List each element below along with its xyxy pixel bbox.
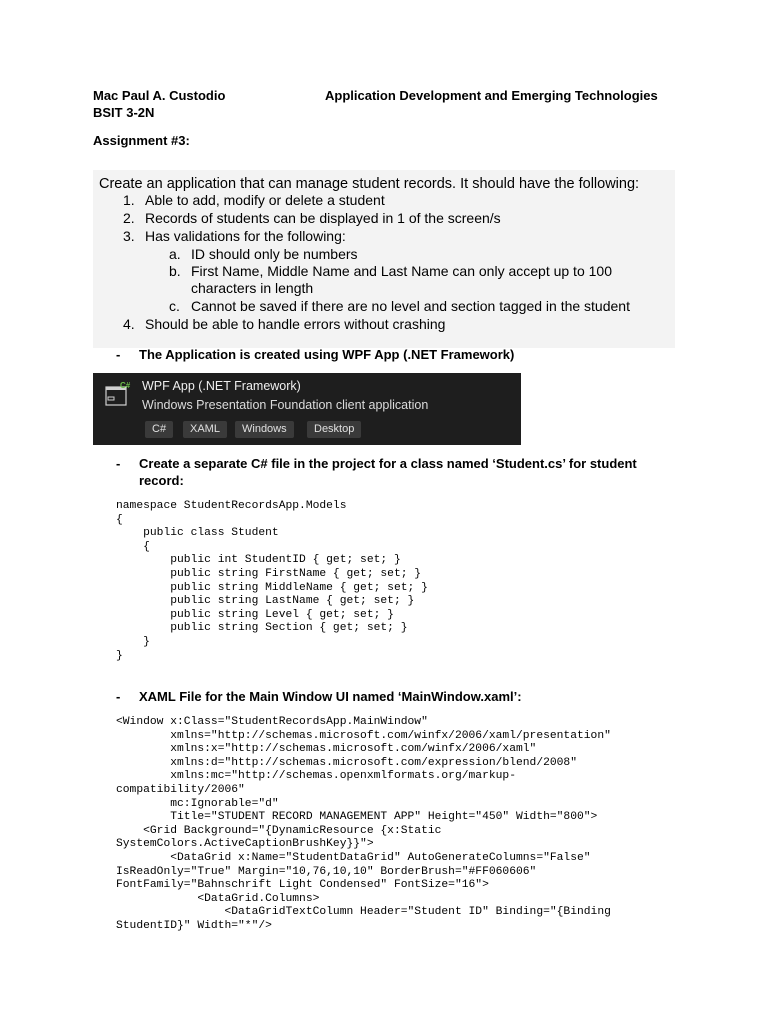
assignment-requirements-box	[93, 170, 675, 348]
requirement-subitem	[169, 246, 358, 263]
bullet-wpf-app: The Application is created using WPF App (.NET Framework)	[139, 347, 515, 362]
item-text: Should be able to handle errors without crashing	[145, 316, 446, 332]
bullet-dash: -	[116, 456, 121, 471]
bullet-dash: -	[116, 689, 121, 704]
assignment-heading: Assignment #3:	[93, 133, 190, 148]
tag-desktop: Desktop	[307, 421, 361, 438]
item-text: Records of students can be displayed in 1 of the screen/s	[145, 210, 501, 226]
bullet-student-class: Create a separate C# file in the project for a class named ‘Student.cs’ for student	[139, 456, 637, 471]
item-letter: c.	[169, 298, 180, 314]
item-number: 1.	[123, 192, 135, 208]
item-text: First Name, Middle Name and Last Name can only accept up to 100	[191, 263, 612, 279]
item-text: ID should only be numbers	[191, 246, 358, 262]
item-text: Cannot be saved if there are no level and section tagged in the student	[191, 298, 630, 314]
student-class-code: namespace StudentRecordsApp.Models { public class Student { public int StudentID { get; set; } public string FirstName { get; set; } public string MiddleName { get; set; } public string LastName { get; set; } public string Level { get; set; } public string Section { get; set; } } }	[116, 500, 428, 662]
item-letter: b.	[169, 263, 181, 279]
requirements-intro: Create an application that can manage student records. It should have the following:	[99, 176, 640, 192]
student-section: BSIT 3-2N	[93, 105, 155, 120]
wpf-template-title: WPF App (.NET Framework)	[142, 379, 301, 393]
item-text: Has validations for the following:	[145, 228, 346, 244]
item-letter: a.	[169, 246, 181, 262]
tag-windows: Windows	[235, 421, 294, 438]
bullet-dash: -	[116, 347, 121, 362]
item-number: 2.	[123, 210, 135, 226]
wpf-project-icon	[105, 381, 129, 407]
requirement-subitem	[169, 263, 612, 280]
requirement-item	[123, 316, 446, 333]
item-number: 3.	[123, 228, 135, 244]
author-name: Mac Paul A. Custodio	[93, 88, 226, 103]
bullet-xaml-file: XAML File for the Main Window UI named ‘MainWindow.xaml’:	[139, 689, 522, 704]
bullet-student-class-cont: record:	[139, 473, 184, 488]
requirement-item	[123, 192, 385, 209]
course-title: Application Development and Emerging Technologies	[325, 88, 658, 103]
svg-text:C#: C#	[120, 381, 131, 390]
item-text: Able to add, modify or delete a student	[145, 192, 385, 208]
requirement-subitem-continuation: characters in length	[191, 280, 314, 296]
tag-csharp: C#	[145, 421, 173, 438]
requirement-item	[123, 210, 501, 227]
mainwindow-xaml-code: <Window x:Class="StudentRecordsApp.MainWindow" xmlns="http://schemas.microsoft.com/winfx/2006/xaml/presentation" xmlns:x="http://schemas.microsoft.com/winfx/2006/xaml" xmlns:d="http://schemas.microsoft.com/expression/blend/2008" xmlns:mc="http://schemas.openxmlformats.org/markup- compatibility/2006" mc:Ignorable="d" Title="STUDENT RECORD MANAGEMENT APP" Height="450" Width="800"> <Grid Background="{DynamicResource {x:Static SystemColors.ActiveCaptionBrushKey}}"> <DataGrid x:Name="StudentDataGrid" AutoGenerateColumns="False" IsReadOnly="True" Margin="10,76,10,10" BorderBrush="#FF060606" FontFamily="Bahnschrift Light Condensed" FontSize="16"> <DataGrid.Columns> <DataGridTextColumn Header="Student ID" Binding="{Binding StudentID}" Width="*"/>	[116, 716, 611, 932]
wpf-template-card	[93, 373, 521, 445]
tag-xaml: XAML	[183, 421, 227, 438]
item-number: 4.	[123, 316, 135, 332]
requirement-item	[123, 228, 346, 245]
wpf-template-subtitle: Windows Presentation Foundation client application	[142, 398, 429, 412]
requirement-subitem	[169, 298, 630, 315]
